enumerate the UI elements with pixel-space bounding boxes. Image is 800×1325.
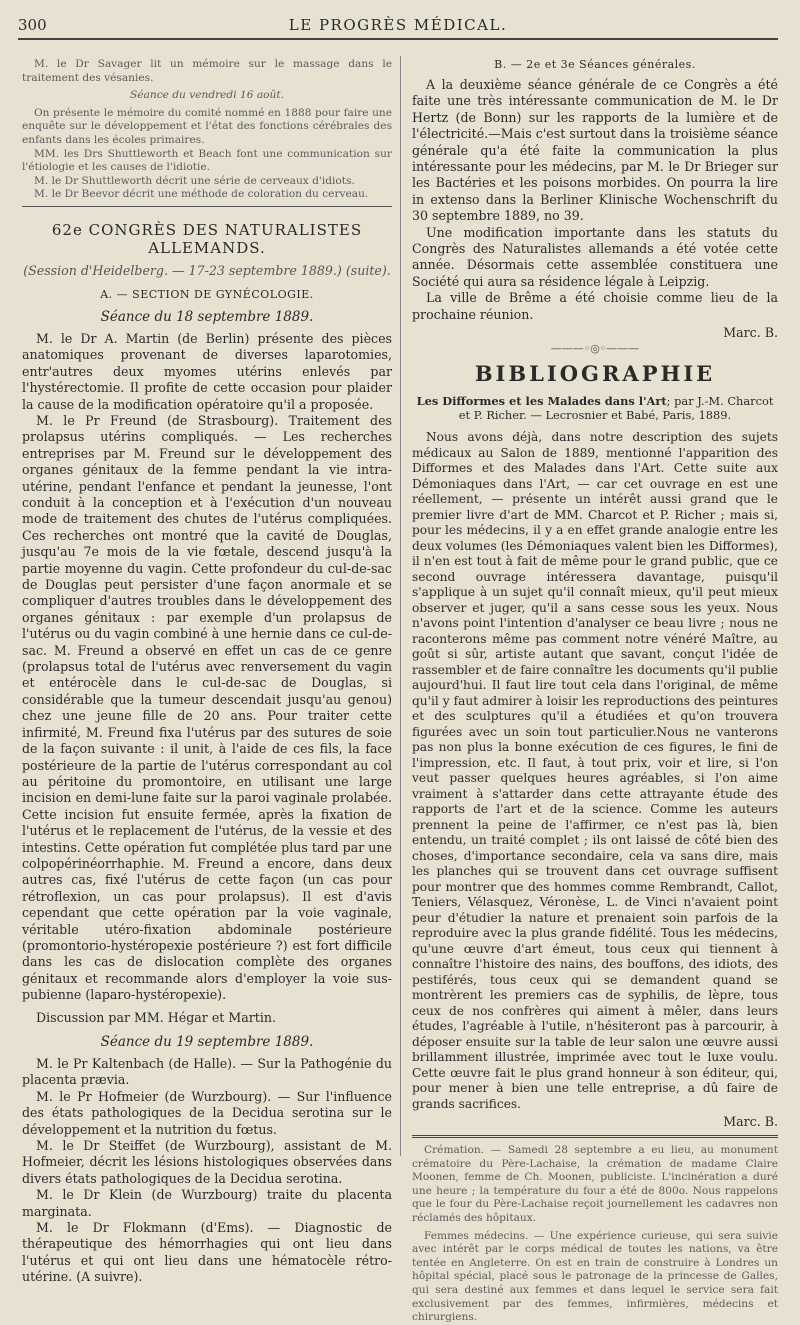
paragraph: Discussion par MM. Hégar et Martin. — [36, 1009, 276, 1025]
news-note: Femmes médecins. — Une expérience curieuse, qui sera suivie avec intérêt par le corps médical de toutes les nations, va être tentée en Angleterre. On est en train de construire à Londres un hôpital spécial, placé sous le patronage de la princesse de Galles, qui sera destiné aux femmes et dans lequel le service sera fait exclusivement par des femmes, infirmières, médecins et chirurgiens. — [412, 1229, 778, 1324]
signature: Marc. B. — [723, 1114, 778, 1130]
paragraph: M. le Dr Beevor décrit une méthode de coloration du cerveau. — [34, 188, 369, 201]
section-rule — [412, 1135, 778, 1138]
paragraph: M. le Dr Flokmann (d'Ems). — Diagnostic de thérapeutique des hémorrhagies qui ont lieu dans l'utérus et qui ont lieu dans une hématocèle rétro-utérine. (A suivre). — [22, 1220, 392, 1285]
book-details: ; par J.-M. Charcot et P. Richer. — Lecrosnier et Babé, Paris, 1889. — [458, 394, 774, 423]
section-rule — [22, 206, 392, 207]
paragraph: M. le Pr Kaltenbach (de Halle). — Sur la Pathogénie du placenta prævia. — [22, 1056, 392, 1088]
paragraph: M. le Dr Klein (de Wurzbourg) traite du placenta marginata. — [22, 1187, 392, 1219]
paragraph: On présente le mémoire du comité nommé en 1888 pour faire une enquête sur le développement et l'état des fonctions cérébrales des enfants dans les écoles primaires. — [22, 106, 392, 146]
paragraph: M. le Dr Steiffet (de Wurzbourg), assistant de M. Hofmeier, décrit les lésions histologiques observées dans divers états pathologiques de la Decidua serotina. — [22, 1138, 392, 1186]
section-heading: A. — SECTION DE GYNÉCOLOGIE. — [100, 287, 314, 301]
seance-heading: Séance du 18 septembre 1889. — [100, 308, 314, 325]
review-paragraph: Nous avons déjà, dans notre description des sujets médicaux au Salon de 1889, mentionné l'apparition des Difformes et des Malades dans l'Art. Cette suite aux Démoniaques dans l'Art, — car cet ouvrage en est une réellement, — présente un intérêt aussi grand que le premier livre d'art de MM. Charcot et P. Richer ; mais si, pour les médecins, il y a en effet grande analogie entre les deux volumes (les Démoniaques valent bien les Difformes), il n'en est tout à fait de même pour le grand public, que ce second ouvrage intéressera davantage, puisqu'il s'applique à un sujet qu'il connaît mieux, qu'il peut mieux observer et juger, qu'il a sans cesse sous les yeux. Nous n'avons point l'intention d'analyser ce beau livre ; nous ne raconterons même pas comment notre vénéré Maître, au goût si sûr, artiste autant que savant, conçut l'idée de rassembler et de faire connaître les documents qu'il publie aujourd'hui. Il faut lire tout cela dans l'original, de même qu'il y faut admirer à loisir les reproductions des peintures et des sculptures qu'il a étudiées et qu'on trouvera figurées avec un soin tout particulier.Nous ne vanterons pas non plus la bonne exécution de ces figures, le fini de l'impression, etc. Il faut, à tout prix, voir et lire, si l'on veut passer quelques heures agréables, si l'on aime vraiment à s'attarder dans cette attrayante étude des rapports de l'art et de la science. Comme les auteurs prennent la peine de l'affirmer, ce n'est pas là, bien entendu, un traité complet ; ils ont laissé de côté bien des choses, d'importance secondaire, cela va sans dire, mais les planches qui se trouvent dans cet ouvrage suffisent pour montrer que des hommes comme Rembrandt, Callot, Teniers, Vélasquez, Véronèse, L. de Vinci n'avaient point peur d'étudier la nature et prenaient soin parfois de la reproduire avec la plus grande fidélité. Tous les médecins, qu'une œuvre d'art émeut, tous ceux qui tiennent à connaître l'histoire des nains, des bouffons, des idiots, des pestiférés, tous ceux qui se demandent quand se montrèrent les premiers cas de syphilis, de lèpre, tous ceux de nos confrères qui aiment à mêler, dans leurs études, l'agréable à l'utile, n'hésiteront pas à parcourir, à déposer ensuite sur la table de leur salon une œuvre aussi brillamment illustrée, imprimée avec tout le luxe voulu. Cette œuvre fait le plus grand honneur à son éditeur, qui, pour mener à bien une telle entreprise, a dû faire de grands sacrifices. — [412, 430, 778, 1111]
page-header — [18, 14, 778, 40]
bibliography-title: BIBLIOGRAPHIE — [474, 361, 716, 387]
paragraph: M. le Pr Freund (de Strasbourg). Traitement des prolapsus utérins compliqués. — Les recherches entreprises par M. Freund sur le développement des organes génitaux de la femme pendant la vie intra-utérine, pendant l'enfance et pendant la jeunesse, l'ont conduit à la conception et à l'exécution d'un nouveau mode de traitement des chutes de l'utérus compliquées. Ces recherches ont montré que la cavité de Douglas, jusqu'au 7e mois de la vie fœtale, descend jusqu'à la partie moyenne du vagin. Cette profondeur du cul-de-sac de Douglas peut persister d'une façon anormale et se compliquer d'autres troubles dans le développement des organes génitaux : par exemple d'un prolapsus de l'utérus ou du vagin combiné à une hernie dans ce cul-de-sac. M. Freund a observé en effet un cas de ce genre (prolapsus total de l'utérus avec renversement du vagin et entérocèle dans le cul-de-sac de Douglas, si considérable que la tumeur descendait jusqu'au genou) chez une jeune fille de 20 ans. Pour traiter cette infirmité, M. Freund fixa l'utérus par des sutures de soie de la façon suivante : il unit, à l'aide de ces fils, la face postérieure de la partie de l'utérus correspondant au col au péritoine du promontoire, en utilisant une large incision en demi-lune faite sur la paroi vaginale prolabée. Cette incision fut ensuite fermée, après la fixation de l'utérus et le replacement de l'utérus, de la vessie et des intestins. Cette opération fut complétée plus tard par une colpopérinéorrhaphie. M. Freund a encore, dans deux autres cas, fixé l'utérus de cette façon (un cas pour rétroflexion, un cas pour prolapsus). Il est d'avis cependant que cette opération par la voie vaginale, véritable utéro-fixation abdominale postérieure (promontorio-hystéropexie postérieure ?) est fort difficile dans les cas de dislocation complète des organes génitaux et recommande alors d'employer la voie sus-pubienne (laparo-hystéropexie). — [22, 412, 392, 1003]
paragraph: M. le Dr Savager lit un mémoire sur le massage dans le traitement des vésanies. — [22, 58, 392, 84]
paragraph: Une modification importante dans les statuts du Congrès des Naturalistes allemands a été votée cette année. Désormais cette assemblée constituera une Société qui aura sa résidence légale à Leipzig. — [412, 224, 778, 289]
running-title: LE PROGRÈS MÉDICAL. — [288, 16, 508, 34]
paragraph: M. le Dr Shuttleworth décrit une série de cerveaux d'idiots. — [34, 174, 355, 187]
paragraph: A la deuxième séance générale de ce Congrès a été faite une très intéressante communication de M. le Dr Hertz (de Bonn) sur les rapports de la lumière et de l'électricité.—Mais c'est surtout dans la troisième séance générale qu'a été faite la communication la plus intéressante pour les médecins, par M. le Dr Brieger sur les Bactéries et les poisons morbides. On pourra la lire in extenso dans la Berliner Klinische Wochenschrift du 30 septembre 1889, no 39. — [412, 77, 778, 224]
section-heading: B. — 2e et 3e Séances générales. — [494, 58, 696, 71]
congress-title: 62e CONGRÈS DES NATURALISTES ALLEMANDS. — [51, 220, 363, 257]
paragraph: MM. les Drs Shuttleworth et Beach font une communication sur l'étiologie et les causes de l'idiotie. — [22, 147, 392, 174]
seance-heading: Séance du vendredi 16 août. — [130, 89, 284, 102]
book-reference — [412, 394, 778, 422]
seance-heading: Séance du 19 septembre 1889. — [100, 1034, 314, 1050]
paragraph: La ville de Brême a été choisie comme lieu de la prochaine réunion. — [412, 290, 778, 322]
column-divider — [400, 56, 401, 1156]
paragraph: M. le Dr A. Martin (de Berlin) présente des pièces anatomiques provenant de diverses laparotomies, entr'autres deux myomes utérins enlevés par l'hystérectomie. Il profite de cette occasion pour plaider la cause de la modification opératoire qu'il a proposée. — [22, 330, 392, 412]
right-column — [412, 58, 778, 1325]
paragraph: M. le Pr Hofmeier (de Wurzbourg). — Sur l'influence des états pathologiques de la Decidua serotina sur le développement et la nutrition du fœtus. — [22, 1088, 392, 1137]
ornament-divider: ———◦◎◦——— — [550, 342, 640, 356]
news-note: Crémation. — Samedi 28 septembre a eu lieu, au monument crématoire du Père-Lachaise, la crémation de madame Claire Moonen, femme de Ch. Moonen, publiciste. L'incinération a duré une heure ; la température du four a été de 800o. Nous rappelons que le four du Père-Lachaise reçoit journellement les cadavres non réclamés des hôpitaux. — [412, 1144, 778, 1225]
book-title: Les Difformes et les Malades dans l'Art — [416, 394, 667, 409]
left-column — [22, 58, 392, 1286]
page-number: 300 — [18, 16, 47, 34]
session-subtitle: (Session d'Heidelberg. — 17-23 septembre 1889.) (suite). — [23, 262, 391, 278]
signature: Marc. B. — [723, 325, 778, 341]
